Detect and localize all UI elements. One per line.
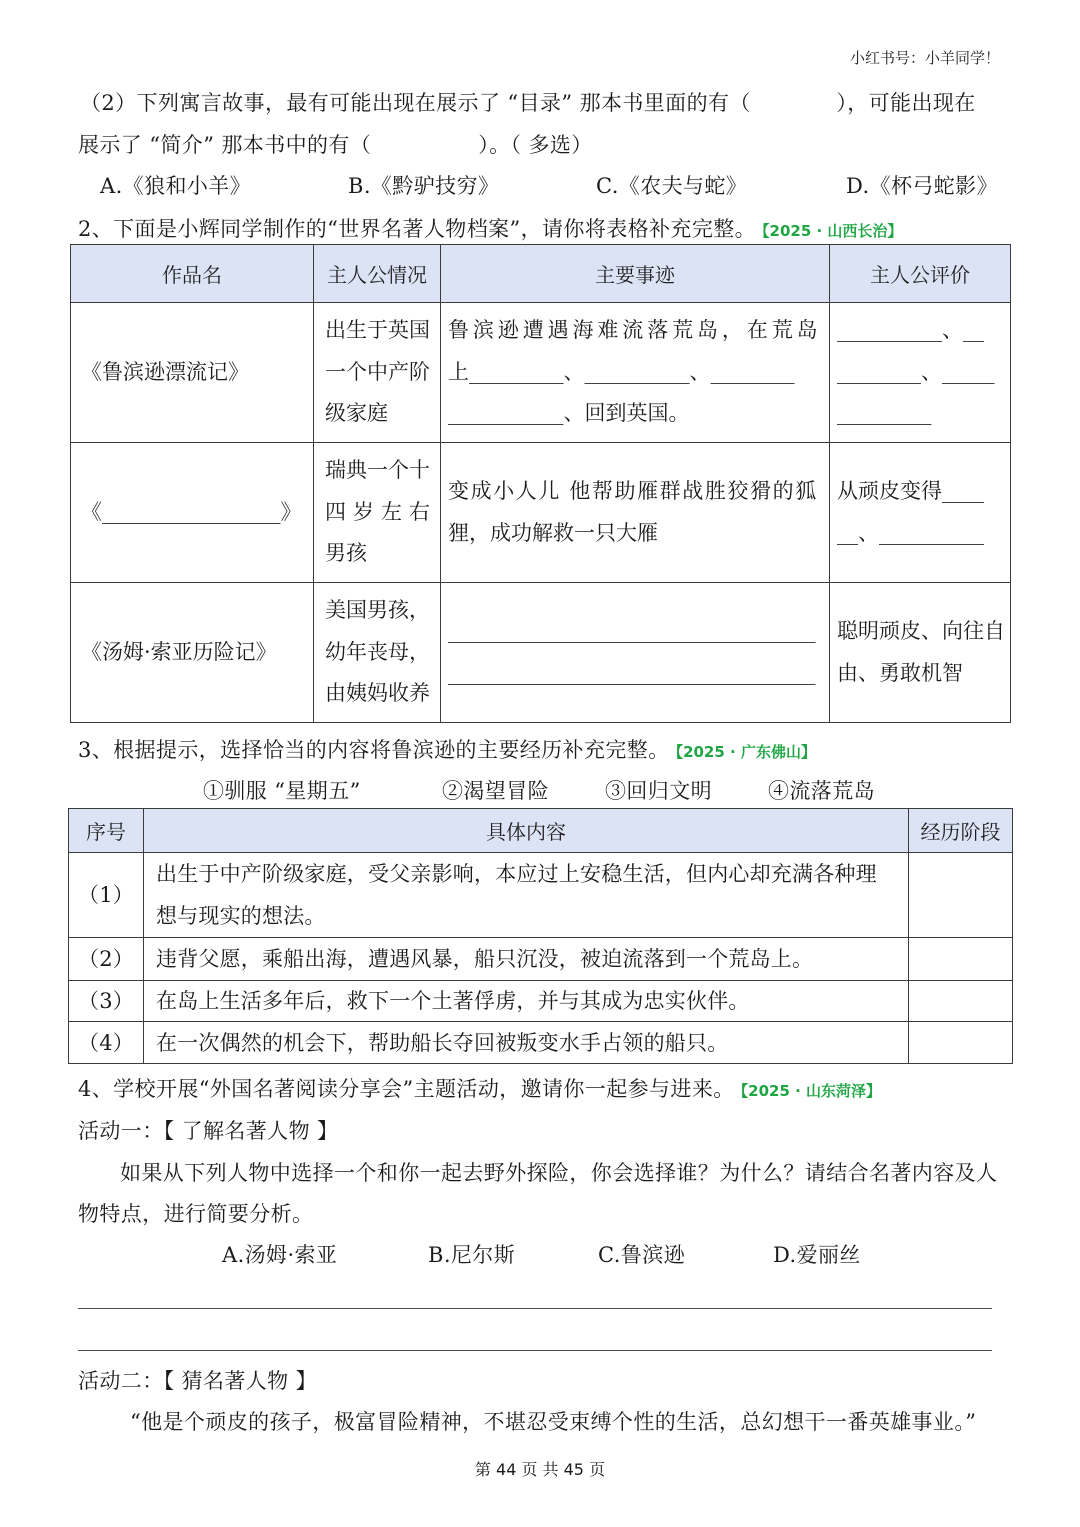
- q3-choice-3: ③回归文明: [605, 779, 712, 803]
- deeds-answer-line: ___________________________________: [448, 619, 816, 643]
- q3-prompt-line: [78, 735, 816, 767]
- activity2-quote: “他是个顽皮的孩子，极富冒险精神，不堪忍受束缚个性的生活，总幻想干一番英雄事业。”: [130, 1410, 977, 1434]
- deeds-line: ___________、回到英国。: [448, 401, 690, 426]
- column-header-stage: 经历阶段: [909, 809, 1013, 853]
- q1-option-c: C.《农夫与蛇》: [596, 174, 748, 198]
- cell-evaluation: [830, 303, 1011, 443]
- situation-line: 瑞典一个十: [325, 458, 430, 483]
- table-header-row: [69, 809, 1013, 853]
- cell-number: [69, 981, 144, 1022]
- content-line: 想与现实的想法。: [156, 904, 326, 928]
- cell-evaluation: [830, 443, 1011, 583]
- q3-source-tag: 【2025 · 广东佛山】: [675, 743, 816, 761]
- header-note: 小红书号：小羊同学！: [849, 49, 1000, 67]
- row-number: （2）: [78, 947, 134, 971]
- evaluation-line: __________、__: [837, 318, 984, 343]
- q1-option-d: D.《杯弓蛇影》: [846, 174, 998, 198]
- situation-line: 男孩: [325, 541, 367, 566]
- q4-prompt: 4、学校开展“外国名著阅读分享会”主题活动，邀请你一起参与进来。: [78, 1077, 735, 1101]
- cell-work: [71, 583, 314, 723]
- activity1-option-a: A.汤姆·索亚: [222, 1243, 338, 1267]
- evaluation-line: ________、_____: [837, 359, 995, 384]
- q3-choice-1: ①驯服 “星期五”: [203, 779, 361, 803]
- cell-stage: [909, 981, 1013, 1022]
- activity1-option-b: B.尼尔斯: [428, 1243, 516, 1267]
- cell-number: [69, 938, 144, 981]
- content-line: 在一次偶然的机会下，帮助船长夺回被叛变水手占领的船只。: [156, 1030, 729, 1055]
- page-footer: 第 44 页 共 45 页: [474, 1460, 606, 1479]
- activity1-paragraph-line2: 物特点，进行简要分析。: [78, 1202, 314, 1226]
- cell-content: [144, 1022, 909, 1064]
- q1-part2-line2: 展示了 “简介” 那本书中的有（ ）。（ 多选）: [78, 133, 593, 157]
- situation-line: 出生于英国: [325, 318, 430, 343]
- deeds-line: 上_________、__________、________: [448, 359, 795, 384]
- table-row: [71, 303, 1011, 443]
- cell-stage: [909, 938, 1013, 981]
- activity1-option-c: C.鲁滨逊: [598, 1243, 685, 1267]
- situation-line: 由姨妈收养: [325, 681, 430, 706]
- q1-option-a: A.《狼和小羊》: [100, 174, 252, 198]
- deeds-answer-line: ___________________________________: [448, 660, 816, 685]
- deeds-line: 鲁滨逊遭遇海难流落荒岛，在荒岛: [448, 318, 822, 343]
- answer-line: [78, 1350, 992, 1351]
- work-title: 《汤姆·索亚历险记》: [81, 639, 277, 664]
- column-header-number: 序号: [69, 809, 144, 853]
- q2-prompt-line: [78, 214, 902, 246]
- row-number: （3）: [78, 989, 134, 1013]
- cell-stage: [909, 1022, 1013, 1064]
- q4-source-tag: 【2025 · 山东菏泽】: [740, 1082, 882, 1100]
- table-row: [69, 1022, 1013, 1064]
- cell-evaluation: [830, 583, 1011, 723]
- answer-line: [78, 1308, 992, 1309]
- evaluation-line: 从顽皮变得____: [837, 479, 984, 503]
- cell-number: [69, 1022, 144, 1064]
- situation-line: 四岁左右: [325, 499, 437, 524]
- cell-content: [144, 938, 909, 981]
- situation-line: 一个中产阶: [325, 359, 430, 384]
- table-row: [71, 583, 1011, 723]
- cell-deeds: [441, 303, 830, 443]
- activity1-paragraph-line1: 如果从下列人物中选择一个和你一起去野外探险，你会选择谁？为什么？请结合名著内容及人: [120, 1161, 998, 1185]
- table-row: [69, 981, 1013, 1022]
- activity1-title: 活动一：【 了解名著人物 】: [78, 1119, 339, 1143]
- table-row: [69, 938, 1013, 981]
- content-line: 出生于中产阶级家庭，受父亲影响，本应过上安稳生活，但内心却充满各种理: [156, 862, 877, 886]
- activity2-title: 活动二：【 猜名著人物 】: [78, 1369, 318, 1393]
- situation-line: 幼年丧母，: [325, 639, 430, 664]
- situation-line: 美国男孩，: [325, 598, 430, 623]
- deeds-line: 狸，成功解救一只大雁: [448, 520, 658, 545]
- q4-prompt-line: [78, 1074, 881, 1106]
- evaluation-line: 聪明顽皮、向往自: [837, 619, 1005, 643]
- q2-source-tag: 【2025 · 山西长治】: [762, 222, 903, 240]
- cell-work: [71, 443, 314, 583]
- cell-stage: [909, 853, 1013, 938]
- q3-choice-2: ②渴望冒险: [442, 779, 549, 803]
- cell-work: [71, 303, 314, 443]
- column-header-evaluation: 主人公评价: [830, 245, 1011, 303]
- column-header-situation: 主人公情况: [314, 245, 441, 303]
- content-line: 违背父愿，乘船出海，遭遇风暴，船只沉没，被迫流落到一个荒岛上。: [156, 947, 814, 971]
- evaluation-line: _________: [837, 401, 932, 426]
- work-title: 《_________________》: [81, 499, 302, 524]
- cell-deeds: [441, 443, 830, 583]
- q1-part2-line1: （2）下列寓言故事，最有可能出现在展示了 “目录” 那本书里面的有（ ），可能出现在: [80, 91, 976, 115]
- cell-content: [144, 981, 909, 1022]
- q2-prompt: 2、下面是小辉同学制作的“世界名著人物档案”，请你将表格补充完整。: [78, 217, 757, 241]
- work-title: 《鲁滨逊漂流记》: [81, 359, 249, 384]
- cell-content: [144, 853, 909, 938]
- column-header-work: 作品名: [71, 245, 314, 303]
- table-row: [71, 443, 1011, 583]
- row-number: （1）: [78, 883, 134, 907]
- cell-situation: [314, 303, 441, 443]
- q3-choice-4: ④流落荒岛: [768, 779, 875, 803]
- deeds-line: 变成小人儿 他帮助雁群战胜狡猾的狐: [448, 479, 818, 503]
- table-row: [69, 853, 1013, 938]
- q1-option-b: B.《黔驴技穷》: [348, 174, 500, 198]
- situation-line: 级家庭: [325, 401, 388, 426]
- content-line: 在岛上生活多年后，救下一个土著俘虏，并与其成为忠实伙伴。: [156, 989, 750, 1013]
- cell-number: [69, 853, 144, 938]
- column-header-deeds: 主要事迹: [441, 245, 830, 303]
- cell-deeds: [441, 583, 830, 723]
- q3-prompt: 3、根据提示，选择恰当的内容将鲁滨逊的主要经历补充完整。: [78, 738, 670, 762]
- character-archive-table: [70, 244, 1011, 723]
- cell-situation: [314, 583, 441, 723]
- column-header-content: 具体内容: [144, 809, 909, 853]
- row-number: （4）: [78, 1030, 134, 1055]
- experience-table: [68, 808, 1013, 1064]
- evaluation-line: 由、勇敢机智: [837, 660, 963, 685]
- evaluation-line: __、__________: [837, 520, 984, 545]
- table-header-row: [71, 245, 1011, 303]
- activity1-option-d: D.爱丽丝: [773, 1243, 861, 1267]
- cell-situation: [314, 443, 441, 583]
